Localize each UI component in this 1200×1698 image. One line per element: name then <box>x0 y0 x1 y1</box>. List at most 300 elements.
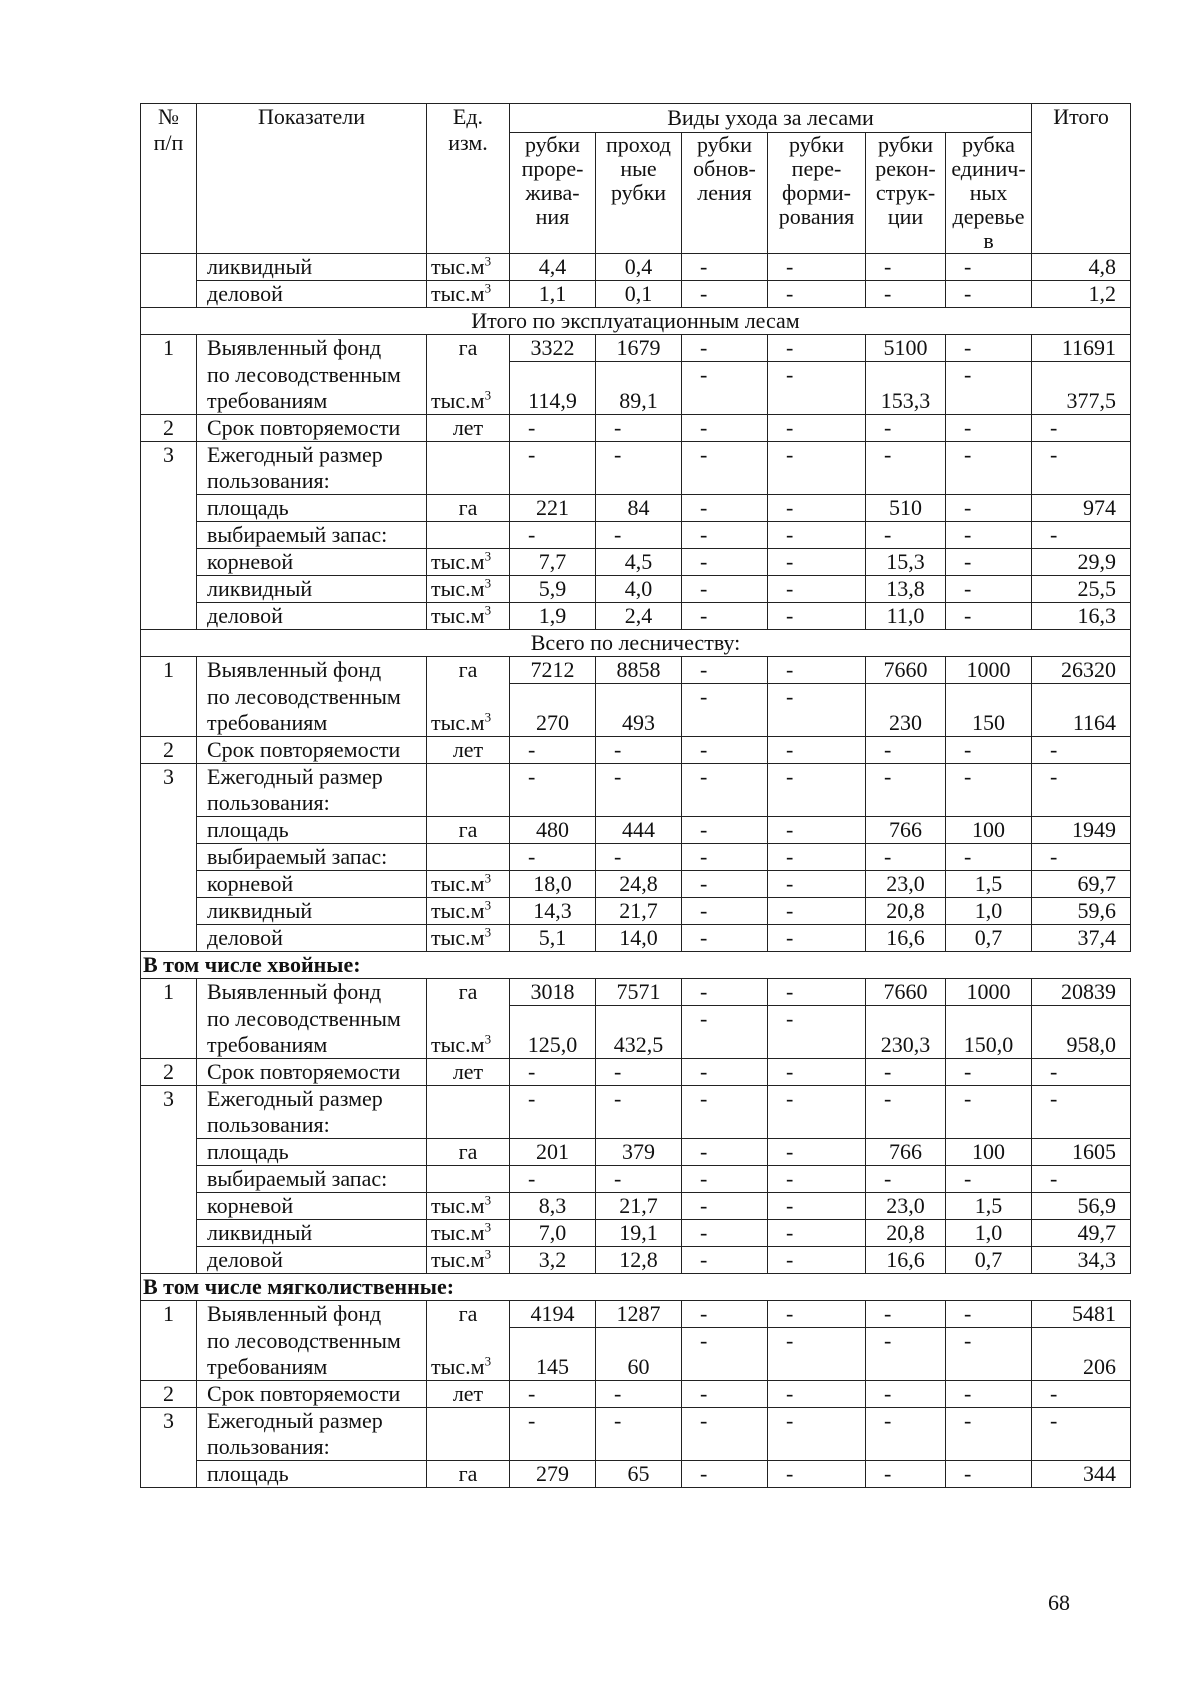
unit-cell: га <box>427 1139 510 1166</box>
value-cell: - <box>682 522 768 549</box>
value-cell: 0,7 <box>946 1247 1032 1274</box>
value-cell: - <box>682 1139 768 1166</box>
value-cell: 65 <box>596 1461 682 1488</box>
value-cell: 37,4 <box>1032 925 1131 952</box>
value-cell: - <box>682 1086 768 1139</box>
unit-cell: га <box>427 1301 510 1328</box>
value-cell: - <box>682 1059 768 1086</box>
value-cell: 1679 <box>596 335 682 362</box>
value-cell: 24,8 <box>596 871 682 898</box>
row-label: выбираемый запас: <box>197 844 427 871</box>
annual-row <box>141 764 1131 817</box>
row-label: Выявленный фонд <box>197 1301 427 1328</box>
row-label: ликвидный <box>197 1220 427 1247</box>
value-cell: - <box>946 362 1032 415</box>
value-cell: 0,7 <box>946 925 1032 952</box>
value-cell: - <box>682 281 768 308</box>
value-cell: - <box>946 281 1032 308</box>
value-cell: - <box>682 844 768 871</box>
value-cell: - <box>682 362 768 415</box>
value-cell: - <box>682 925 768 952</box>
value-cell: - <box>510 415 596 442</box>
value-cell: 11,0 <box>866 603 946 630</box>
value-cell: 14,0 <box>596 925 682 952</box>
value-cell: 20839 <box>1032 979 1131 1006</box>
item-no: 1 <box>141 1301 197 1381</box>
value-cell: 206 <box>1032 1328 1131 1381</box>
value-cell: - <box>768 737 866 764</box>
value-cell: - <box>866 1408 946 1461</box>
unit-cell <box>427 764 510 817</box>
value-cell: 11691 <box>1032 335 1131 362</box>
value-cell: 7,7 <box>510 549 596 576</box>
value-cell: 100 <box>946 817 1032 844</box>
page-number: 68 <box>1048 1590 1070 1615</box>
value-cell: - <box>946 1086 1032 1139</box>
value-cell: 1,9 <box>510 603 596 630</box>
fund-row <box>141 684 1131 737</box>
value-cell: - <box>768 1247 866 1274</box>
unit-cell: лет <box>427 1059 510 1086</box>
value-cell: - <box>682 1247 768 1274</box>
row-label: площадь <box>197 495 427 522</box>
value-cell: 1000 <box>946 657 1032 684</box>
table-row <box>141 281 1131 308</box>
value-cell: - <box>768 1301 866 1328</box>
value-cell: 0,4 <box>596 254 682 281</box>
stock-row <box>141 844 1131 871</box>
value-cell: 221 <box>510 495 596 522</box>
area-row <box>141 817 1131 844</box>
value-cell: - <box>946 442 1032 495</box>
value-cell: - <box>682 1006 768 1059</box>
value-cell: - <box>596 764 682 817</box>
value-cell: 18,0 <box>510 871 596 898</box>
value-cell: - <box>1032 442 1131 495</box>
unit-cell: $тыс.м^3$ <box>427 1220 510 1247</box>
value-cell: - <box>682 737 768 764</box>
value-cell: 7660 <box>866 657 946 684</box>
value-cell: 69,7 <box>1032 871 1131 898</box>
value-cell: - <box>946 522 1032 549</box>
value-cell: 25,5 <box>1032 576 1131 603</box>
value-cell: 4,0 <box>596 576 682 603</box>
value-cell: 114,9 <box>510 362 596 415</box>
value-cell: - <box>682 898 768 925</box>
row-label: Срок повторяемости <box>197 737 427 764</box>
value-cell: - <box>946 576 1032 603</box>
row-label: Ежегодный размер пользования: <box>197 1086 427 1139</box>
value-cell: - <box>596 1408 682 1461</box>
row-label: деловой <box>197 1247 427 1274</box>
unit-cell: $тыс.м^3$ <box>427 925 510 952</box>
row-label: деловой <box>197 281 427 308</box>
value-cell: - <box>946 495 1032 522</box>
fund-row <box>141 362 1131 415</box>
value-cell: 20,8 <box>866 1220 946 1247</box>
volume-row <box>141 871 1131 898</box>
value-cell: 1287 <box>596 1301 682 1328</box>
value-cell: - <box>768 254 866 281</box>
value-cell: - <box>1032 1408 1131 1461</box>
value-cell: - <box>768 281 866 308</box>
volume-row <box>141 1193 1131 1220</box>
value-cell: - <box>866 764 946 817</box>
value-cell: 444 <box>596 817 682 844</box>
unit-cell: $тыс.м^3$ <box>427 871 510 898</box>
row-label: по лесоводственным требованиям <box>197 362 427 415</box>
value-cell: - <box>682 657 768 684</box>
value-cell: - <box>682 871 768 898</box>
unit-cell: га <box>427 979 510 1006</box>
item-no: 3 <box>141 764 197 952</box>
period-row <box>141 1381 1131 1408</box>
value-cell: - <box>1032 844 1131 871</box>
value-cell: 1,0 <box>946 1220 1032 1247</box>
row-label: деловой <box>197 603 427 630</box>
value-cell: - <box>866 1086 946 1139</box>
value-cell: 480 <box>510 817 596 844</box>
value-cell: - <box>768 1086 866 1139</box>
value-cell: 1164 <box>1032 684 1131 737</box>
value-cell: - <box>768 764 866 817</box>
value-cell: - <box>510 442 596 495</box>
value-cell: - <box>510 764 596 817</box>
value-cell: 84 <box>596 495 682 522</box>
row-label: ликвидный <box>197 898 427 925</box>
value-cell: 15,3 <box>866 549 946 576</box>
col-header-c5: рубки рекон- струк- ции <box>866 133 946 254</box>
value-cell: 56,9 <box>1032 1193 1131 1220</box>
value-cell: - <box>768 871 866 898</box>
value-cell: - <box>682 1166 768 1193</box>
row-label: Ежегодный размер пользования: <box>197 764 427 817</box>
value-cell: - <box>682 1193 768 1220</box>
unit-cell: $тыс.м^3$ <box>427 1006 510 1059</box>
value-cell: 125,0 <box>510 1006 596 1059</box>
value-cell: - <box>866 737 946 764</box>
area-row <box>141 1461 1131 1488</box>
unit-cell: $тыс.м^3$ <box>427 898 510 925</box>
value-cell: - <box>596 737 682 764</box>
row-label: Выявленный фонд <box>197 335 427 362</box>
unit-cell: га <box>427 817 510 844</box>
row-label: Срок повторяемости <box>197 1059 427 1086</box>
value-cell: - <box>1032 522 1131 549</box>
value-cell: - <box>682 1408 768 1461</box>
item-no: 3 <box>141 1086 197 1274</box>
unit-cell: лет <box>427 737 510 764</box>
value-cell: 23,0 <box>866 1193 946 1220</box>
value-cell: - <box>768 898 866 925</box>
unit-cell: $тыс.м^3$ <box>427 684 510 737</box>
fund-row <box>141 1006 1131 1059</box>
volume-row <box>141 549 1131 576</box>
value-cell: - <box>682 1461 768 1488</box>
value-cell: - <box>768 1408 866 1461</box>
value-cell: - <box>946 1328 1032 1381</box>
value-cell: 8,3 <box>510 1193 596 1220</box>
item-no: 3 <box>141 1408 197 1488</box>
value-cell: 766 <box>866 1139 946 1166</box>
row-label: площадь <box>197 1461 427 1488</box>
unit-cell: $тыс.м^3$ <box>427 1328 510 1381</box>
value-cell: 958,0 <box>1032 1006 1131 1059</box>
unit-cell: $тыс.м^3$ <box>427 603 510 630</box>
value-cell: - <box>768 925 866 952</box>
col-header-c2: проход ные рубки <box>596 133 682 254</box>
value-cell: 19,1 <box>596 1220 682 1247</box>
value-cell: - <box>1032 1059 1131 1086</box>
value-cell: 21,7 <box>596 1193 682 1220</box>
value-cell: 493 <box>596 684 682 737</box>
unit-cell <box>427 1166 510 1193</box>
row-label: площадь <box>197 817 427 844</box>
value-cell: - <box>866 415 946 442</box>
value-cell: - <box>682 549 768 576</box>
value-cell: 20,8 <box>866 898 946 925</box>
section-title: Всего по лесничеству: <box>141 630 1131 657</box>
value-cell: 21,7 <box>596 898 682 925</box>
value-cell: 4,8 <box>1032 254 1131 281</box>
col-unit-header: Ед. изм. <box>427 104 510 254</box>
unit-cell: $тыс.м^3$ <box>427 549 510 576</box>
value-cell: - <box>866 1166 946 1193</box>
value-cell: - <box>510 1086 596 1139</box>
item-no: 1 <box>141 335 197 415</box>
value-cell: - <box>682 1301 768 1328</box>
item-no: 2 <box>141 415 197 442</box>
fund-row <box>141 657 1131 684</box>
value-cell: - <box>946 254 1032 281</box>
value-cell: - <box>768 603 866 630</box>
value-cell: - <box>946 1301 1032 1328</box>
row-label: корневой <box>197 549 427 576</box>
period-row <box>141 737 1131 764</box>
value-cell: - <box>768 362 866 415</box>
value-cell: - <box>866 1381 946 1408</box>
value-cell: 8858 <box>596 657 682 684</box>
value-cell: - <box>768 1059 866 1086</box>
unit-cell: лет <box>427 415 510 442</box>
value-cell: 1949 <box>1032 817 1131 844</box>
volume-row <box>141 576 1131 603</box>
value-cell: - <box>682 254 768 281</box>
value-cell: - <box>768 442 866 495</box>
value-cell: - <box>682 1328 768 1381</box>
value-cell: 1605 <box>1032 1139 1131 1166</box>
col-header-c3: рубки обнов- ления <box>682 133 768 254</box>
value-cell: - <box>768 522 866 549</box>
value-cell: - <box>596 1381 682 1408</box>
value-cell: 59,6 <box>1032 898 1131 925</box>
col-header-c4: рубки пере- форми- рования <box>768 133 866 254</box>
value-cell: - <box>1032 415 1131 442</box>
fund-row <box>141 1301 1131 1328</box>
period-row <box>141 415 1131 442</box>
volume-row <box>141 1247 1131 1274</box>
value-cell: 5100 <box>866 335 946 362</box>
value-cell: - <box>768 1166 866 1193</box>
table-row <box>141 254 1131 281</box>
value-cell: - <box>682 764 768 817</box>
value-cell: - <box>596 844 682 871</box>
value-cell: - <box>596 522 682 549</box>
value-cell: - <box>768 1461 866 1488</box>
row-label: Срок повторяемости <box>197 1381 427 1408</box>
value-cell: 974 <box>1032 495 1131 522</box>
value-cell: 3018 <box>510 979 596 1006</box>
value-cell: 4194 <box>510 1301 596 1328</box>
value-cell: - <box>510 1408 596 1461</box>
value-cell: - <box>682 495 768 522</box>
value-cell: - <box>768 1328 866 1381</box>
value-cell: 230,3 <box>866 1006 946 1059</box>
section-title: В том числе мягколиственные: <box>141 1274 1131 1301</box>
value-cell: 150,0 <box>946 1006 1032 1059</box>
value-cell: - <box>768 1220 866 1247</box>
unit-cell: $тыс.м^3$ <box>427 1247 510 1274</box>
no-cell <box>141 254 197 308</box>
value-cell: - <box>768 576 866 603</box>
value-cell: - <box>596 1059 682 1086</box>
value-cell: - <box>768 979 866 1006</box>
value-cell: 1,5 <box>946 1193 1032 1220</box>
row-label: Выявленный фонд <box>197 657 427 684</box>
item-no: 1 <box>141 657 197 737</box>
value-cell: - <box>596 415 682 442</box>
annual-row <box>141 442 1131 495</box>
value-cell: 230 <box>866 684 946 737</box>
value-cell: - <box>1032 1086 1131 1139</box>
row-label: по лесоводственным требованиям <box>197 684 427 737</box>
value-cell: - <box>682 817 768 844</box>
value-cell: - <box>768 684 866 737</box>
value-cell: 5,1 <box>510 925 596 952</box>
value-cell: - <box>510 1381 596 1408</box>
value-cell: - <box>768 1006 866 1059</box>
value-cell: 16,6 <box>866 925 946 952</box>
unit-cell <box>427 1408 510 1461</box>
row-label: деловой <box>197 925 427 952</box>
fund-row <box>141 979 1131 1006</box>
group-header: Виды ухода за лесами <box>510 104 1032 133</box>
value-cell: - <box>946 415 1032 442</box>
value-cell: - <box>946 1461 1032 1488</box>
value-cell: 150 <box>946 684 1032 737</box>
value-cell: - <box>866 844 946 871</box>
value-cell: - <box>768 495 866 522</box>
volume-row <box>141 603 1131 630</box>
value-cell: 766 <box>866 817 946 844</box>
row-label: по лесоводственным требованиям <box>197 1006 427 1059</box>
fund-row <box>141 1328 1131 1381</box>
value-cell: - <box>866 1461 946 1488</box>
row-label: Ежегодный размер пользования: <box>197 1408 427 1461</box>
value-cell: 89,1 <box>596 362 682 415</box>
value-cell: - <box>510 522 596 549</box>
value-cell: 49,7 <box>1032 1220 1131 1247</box>
value-cell: 4,4 <box>510 254 596 281</box>
value-cell: - <box>768 1381 866 1408</box>
value-cell: 377,5 <box>1032 362 1131 415</box>
value-cell: - <box>682 442 768 495</box>
value-cell: - <box>768 1139 866 1166</box>
value-cell: - <box>946 844 1032 871</box>
value-cell: - <box>866 281 946 308</box>
value-cell: 1,2 <box>1032 281 1131 308</box>
value-cell: 12,8 <box>596 1247 682 1274</box>
value-cell: - <box>596 442 682 495</box>
value-cell: 26320 <box>1032 657 1131 684</box>
value-cell: 510 <box>866 495 946 522</box>
value-cell: - <box>946 1059 1032 1086</box>
value-cell: 145 <box>510 1328 596 1381</box>
col-header-c1: рубки проре- жива- ния <box>510 133 596 254</box>
value-cell: 432,5 <box>596 1006 682 1059</box>
item-no: 2 <box>141 1381 197 1408</box>
value-cell: 7,0 <box>510 1220 596 1247</box>
value-cell: - <box>1032 737 1131 764</box>
value-cell: - <box>946 737 1032 764</box>
unit-cell: $тыс.м^3$ <box>427 1193 510 1220</box>
unit-cell: $тыс.м^3$ <box>427 281 510 308</box>
value-cell: - <box>1032 1381 1131 1408</box>
unit-cell <box>427 522 510 549</box>
value-cell: - <box>682 603 768 630</box>
unit-cell <box>427 442 510 495</box>
value-cell: - <box>768 844 866 871</box>
col-header-c6: рубка единич- ных деревье в <box>946 133 1032 254</box>
fund-row <box>141 335 1131 362</box>
period-row <box>141 1059 1131 1086</box>
row-label: ликвидный <box>197 254 427 281</box>
value-cell: - <box>682 335 768 362</box>
item-no: 2 <box>141 1059 197 1086</box>
row-label: корневой <box>197 1193 427 1220</box>
unit-cell: $тыс.м^3$ <box>427 254 510 281</box>
value-cell: 1,5 <box>946 871 1032 898</box>
unit-cell <box>427 844 510 871</box>
value-cell: - <box>946 1408 1032 1461</box>
value-cell: 7571 <box>596 979 682 1006</box>
value-cell: 0,1 <box>596 281 682 308</box>
value-cell: - <box>866 1301 946 1328</box>
unit-cell: га <box>427 495 510 522</box>
value-cell: - <box>682 415 768 442</box>
section-title-row <box>141 308 1131 335</box>
value-cell: - <box>946 603 1032 630</box>
area-row <box>141 1139 1131 1166</box>
value-cell: 7212 <box>510 657 596 684</box>
value-cell: - <box>1032 1166 1131 1193</box>
row-label: выбираемый запас: <box>197 1166 427 1193</box>
value-cell: - <box>510 844 596 871</box>
value-cell: - <box>768 549 866 576</box>
value-cell: - <box>768 415 866 442</box>
value-cell: - <box>510 737 596 764</box>
section-title: В том числе хвойные: <box>141 952 1131 979</box>
value-cell: - <box>682 684 768 737</box>
value-cell: 344 <box>1032 1461 1131 1488</box>
value-cell: - <box>946 1381 1032 1408</box>
value-cell: 3322 <box>510 335 596 362</box>
value-cell: 16,6 <box>866 1247 946 1274</box>
annual-row <box>141 1086 1131 1139</box>
col-no-header: № п/п <box>141 104 197 254</box>
row-label: площадь <box>197 1139 427 1166</box>
value-cell: - <box>946 764 1032 817</box>
